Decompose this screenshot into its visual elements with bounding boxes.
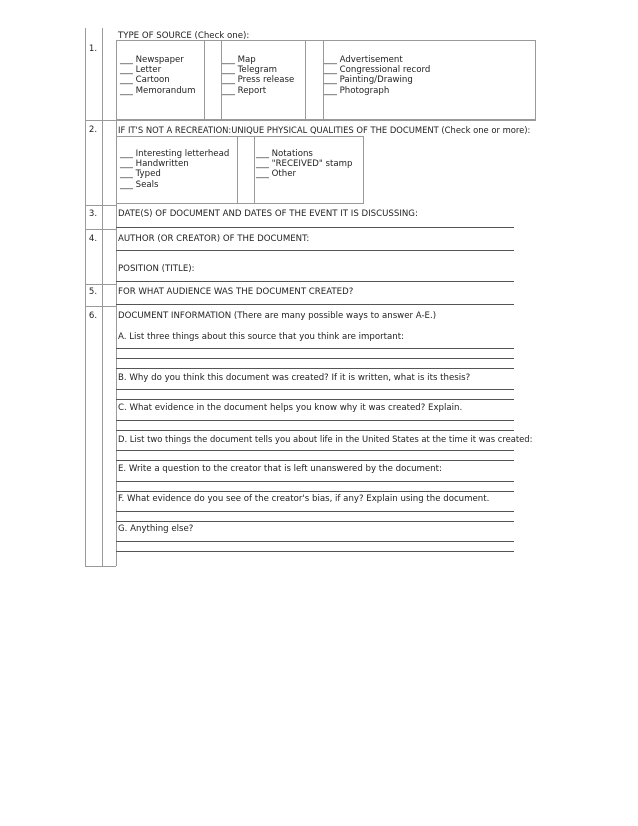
question-f: F. What evidence do you see of the creator's bias, if any? Explain using the document. [118, 494, 490, 504]
qualities-options-col-2 [256, 149, 353, 180]
source-table-rule-3 [305, 40, 306, 120]
audience-label: FOR WHAT AUDIENCE WAS THE DOCUMENT CREATED? [118, 287, 354, 297]
source-options-col-1 [120, 55, 195, 96]
answer-line-c-2[interactable] [116, 430, 514, 431]
answer-line-a-1[interactable] [116, 348, 514, 349]
source-options-col-3 [324, 55, 430, 96]
question-b: B. Why do you think this document was created? If it is written, what is its thesis? [118, 373, 471, 383]
option-photograph[interactable]: ___ Photograph [324, 85, 390, 96]
document-info-label: DOCUMENT INFORMATION (There are many possible ways to answer A-E.) [118, 311, 437, 321]
row-separator-3 [85, 229, 116, 230]
option-report[interactable]: ___ Report [222, 85, 267, 96]
source-table-rule-1 [204, 40, 205, 120]
row-number-2: 2. [88, 125, 98, 135]
option-congressional-record[interactable]: ___ Congressional record [324, 65, 431, 76]
row-number-5: 5. [88, 287, 98, 297]
answer-line-a-3[interactable] [116, 368, 514, 369]
answer-line-dates[interactable] [116, 227, 514, 228]
answer-line-f-1[interactable] [116, 511, 514, 512]
option-notations[interactable]: ___ Notations [256, 149, 313, 159]
option-other[interactable]: ___ Other [256, 169, 297, 180]
source-type-label: TYPE OF SOURCE (Check one): [118, 31, 250, 41]
document-dates-label: DATE(S) OF DOCUMENT AND DATES OF THE EVENT IT IS DISCUSSING: [118, 209, 418, 219]
question-c: C. What evidence in the document helps you know why it was created? Explain. [118, 403, 463, 413]
question-d: D. List two things the document tells you about life in the United States at the time it was created: [118, 434, 533, 444]
grid-divider-rule [102, 28, 103, 566]
option-press-release[interactable]: ___ Press release [222, 75, 295, 86]
option-newspaper[interactable]: ___ Newspaper [120, 55, 184, 65]
option-received-stamp[interactable]: ___ "RECEIVED" stamp [256, 159, 353, 170]
answer-line-d-1[interactable] [116, 450, 514, 451]
row-separator-2 [85, 205, 116, 206]
question-a: A. List three things about this source that you think are important: [118, 332, 404, 342]
row-number-4: 4. [88, 234, 98, 244]
answer-line-d-2[interactable] [116, 460, 514, 461]
author-label: AUTHOR (OR CREATOR) OF THE DOCUMENT: [118, 234, 310, 244]
option-cartoon[interactable]: ___ Cartoon [120, 75, 170, 86]
physical-qualities-label: IF IT'S NOT A RECREATION:UNIQUE PHYSICAL QUALITIES OF THE DOCUMENT (Check one or more): [118, 125, 531, 135]
answer-line-g-1[interactable] [116, 541, 514, 542]
answer-line-audience[interactable] [116, 304, 514, 305]
qualities-table-rule-1 [237, 136, 238, 204]
row-number-6: 6. [88, 311, 98, 321]
option-map[interactable]: ___ Map [222, 55, 256, 65]
answer-line-e-2[interactable] [116, 491, 514, 492]
qualities-options-col-1 [120, 149, 229, 190]
row-separator-4 [85, 284, 116, 285]
position-title-label: POSITION (TITLE): [118, 264, 195, 274]
option-telegram[interactable]: ___ Telegram [222, 65, 277, 76]
answer-line-e-1[interactable] [116, 481, 514, 482]
option-typed[interactable]: ___ Typed [120, 169, 161, 180]
option-interesting-letterhead[interactable]: ___ Interesting letterhead [120, 149, 230, 159]
option-handwritten[interactable]: ___ Handwritten [120, 159, 189, 170]
row-separator-5 [85, 306, 116, 307]
question-g: G. Anything else? [118, 524, 194, 534]
answer-line-f-2[interactable] [116, 521, 514, 522]
row-number-1: 1. [88, 44, 98, 54]
question-e: E. Write a question to the creator that is left unanswered by the document: [118, 464, 442, 474]
answer-line-position[interactable] [116, 281, 514, 282]
option-painting-drawing[interactable]: ___ Painting/Drawing [324, 75, 413, 86]
qualities-table-rule-2 [254, 136, 255, 204]
answer-line-a-2[interactable] [116, 358, 514, 359]
answer-line-author[interactable] [116, 250, 514, 251]
grid-bottom-rule [85, 566, 116, 567]
row-separator-1 [85, 120, 536, 121]
grid-left-rule [85, 28, 86, 566]
option-memorandum[interactable]: ___ Memorandum [120, 85, 196, 96]
answer-line-g-2[interactable] [116, 551, 514, 552]
answer-line-c-1[interactable] [116, 420, 514, 421]
option-seals[interactable]: ___ Seals [120, 179, 159, 190]
source-options-col-2 [222, 55, 294, 96]
option-letter[interactable]: ___ Letter [120, 65, 162, 76]
answer-line-b-1[interactable] [116, 389, 514, 390]
answer-line-b-2[interactable] [116, 399, 514, 400]
row-number-3: 3. [88, 209, 98, 219]
option-advertisement[interactable]: ___ Advertisement [324, 55, 403, 65]
